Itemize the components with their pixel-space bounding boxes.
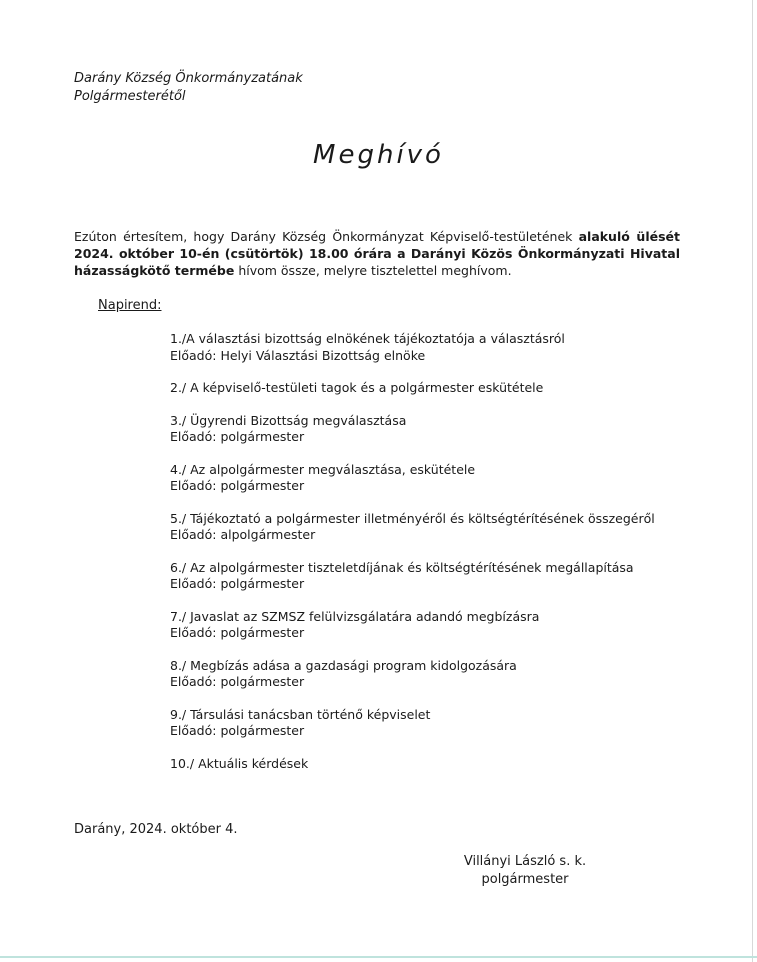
agenda-item [170, 511, 710, 544]
agenda-item [170, 658, 710, 691]
agenda-item-presenter: Előadó: polgármester [170, 625, 305, 640]
intro-text-1: Ezúton értesítem, hogy Darány Község Önkormányzat Képviselő-testületének [74, 229, 579, 244]
date-line: Darány, 2024. október 4. [74, 822, 238, 837]
intro-text-bold: alakuló ülését 2024. október 10-én (csütörtök) 18.00 órára a Darányi Közös Önkormányzati Hivatal házasságkötő termébe [74, 229, 680, 278]
agenda-item [170, 413, 710, 446]
agenda-item [170, 756, 710, 773]
agenda-item-presenter: Előadó: polgármester [170, 674, 305, 689]
agenda-item-title: 6./ Az alpolgármester tiszteletdíjának és költségtérítésének megállapítása [170, 559, 634, 575]
intro-text-2: hívom össze, melyre tisztelettel meghívom. [234, 263, 512, 278]
agenda-item-title: 10./ Aktuális kérdések [170, 755, 309, 771]
agenda-item [170, 609, 710, 642]
sender-line-1: Darány Község Önkormányzatának [74, 71, 303, 86]
signature-block [440, 853, 610, 889]
intro-paragraph [74, 228, 680, 279]
agenda-item-title: 9./ Társulási tanácsban történő képviselet [170, 706, 431, 722]
agenda-item [170, 560, 710, 593]
agenda-item [170, 380, 710, 397]
signature-role: polgármester [481, 872, 569, 887]
agenda-item-title: 8./ Megbízás adása a gazdasági program kidolgozására [170, 657, 517, 673]
agenda-item-presenter: Előadó: polgármester [170, 723, 305, 738]
sender-block [74, 70, 303, 106]
agenda-item-presenter: Előadó: polgármester [170, 576, 305, 591]
agenda-item [170, 707, 710, 740]
agenda-item [170, 462, 710, 495]
agenda-item-presenter: Előadó: polgármester [170, 478, 305, 493]
agenda-item-title: 5./ Tájékoztató a polgármester illetményéről és költségtérítésének összegéről [170, 510, 655, 526]
sender-line-2: Polgármesterétől [74, 89, 186, 104]
agenda-item-presenter: Előadó: Helyi Választási Bizottság elnöke [170, 347, 426, 363]
agenda-item-title: 1./A választási bizottság elnökének tájékoztatója a választásról [170, 331, 565, 346]
agenda-label: Napirend: [98, 298, 162, 313]
agenda-item [170, 331, 710, 364]
agenda-item-title: 3./ Ügyrendi Bizottság megválasztása [170, 412, 407, 428]
signature-name: Villányi László s. k. [463, 854, 587, 869]
agenda-item-presenter: Előadó: alpolgármester [170, 527, 316, 542]
page-edge-bottom [0, 956, 757, 958]
agenda-item-title: 7./ Javaslat az SZMSZ felülvizsgálatára adandó megbízásra [170, 608, 540, 624]
agenda-item-presenter: Előadó: polgármester [170, 429, 305, 444]
agenda-list [170, 331, 710, 788]
document-title: Meghívó [313, 140, 444, 170]
agenda-item-title: 2./ A képviselő-testületi tagok és a polgármester eskütétele [170, 380, 544, 395]
agenda-item-title: 4./ Az alpolgármester megválasztása, eskütétele [170, 461, 476, 477]
